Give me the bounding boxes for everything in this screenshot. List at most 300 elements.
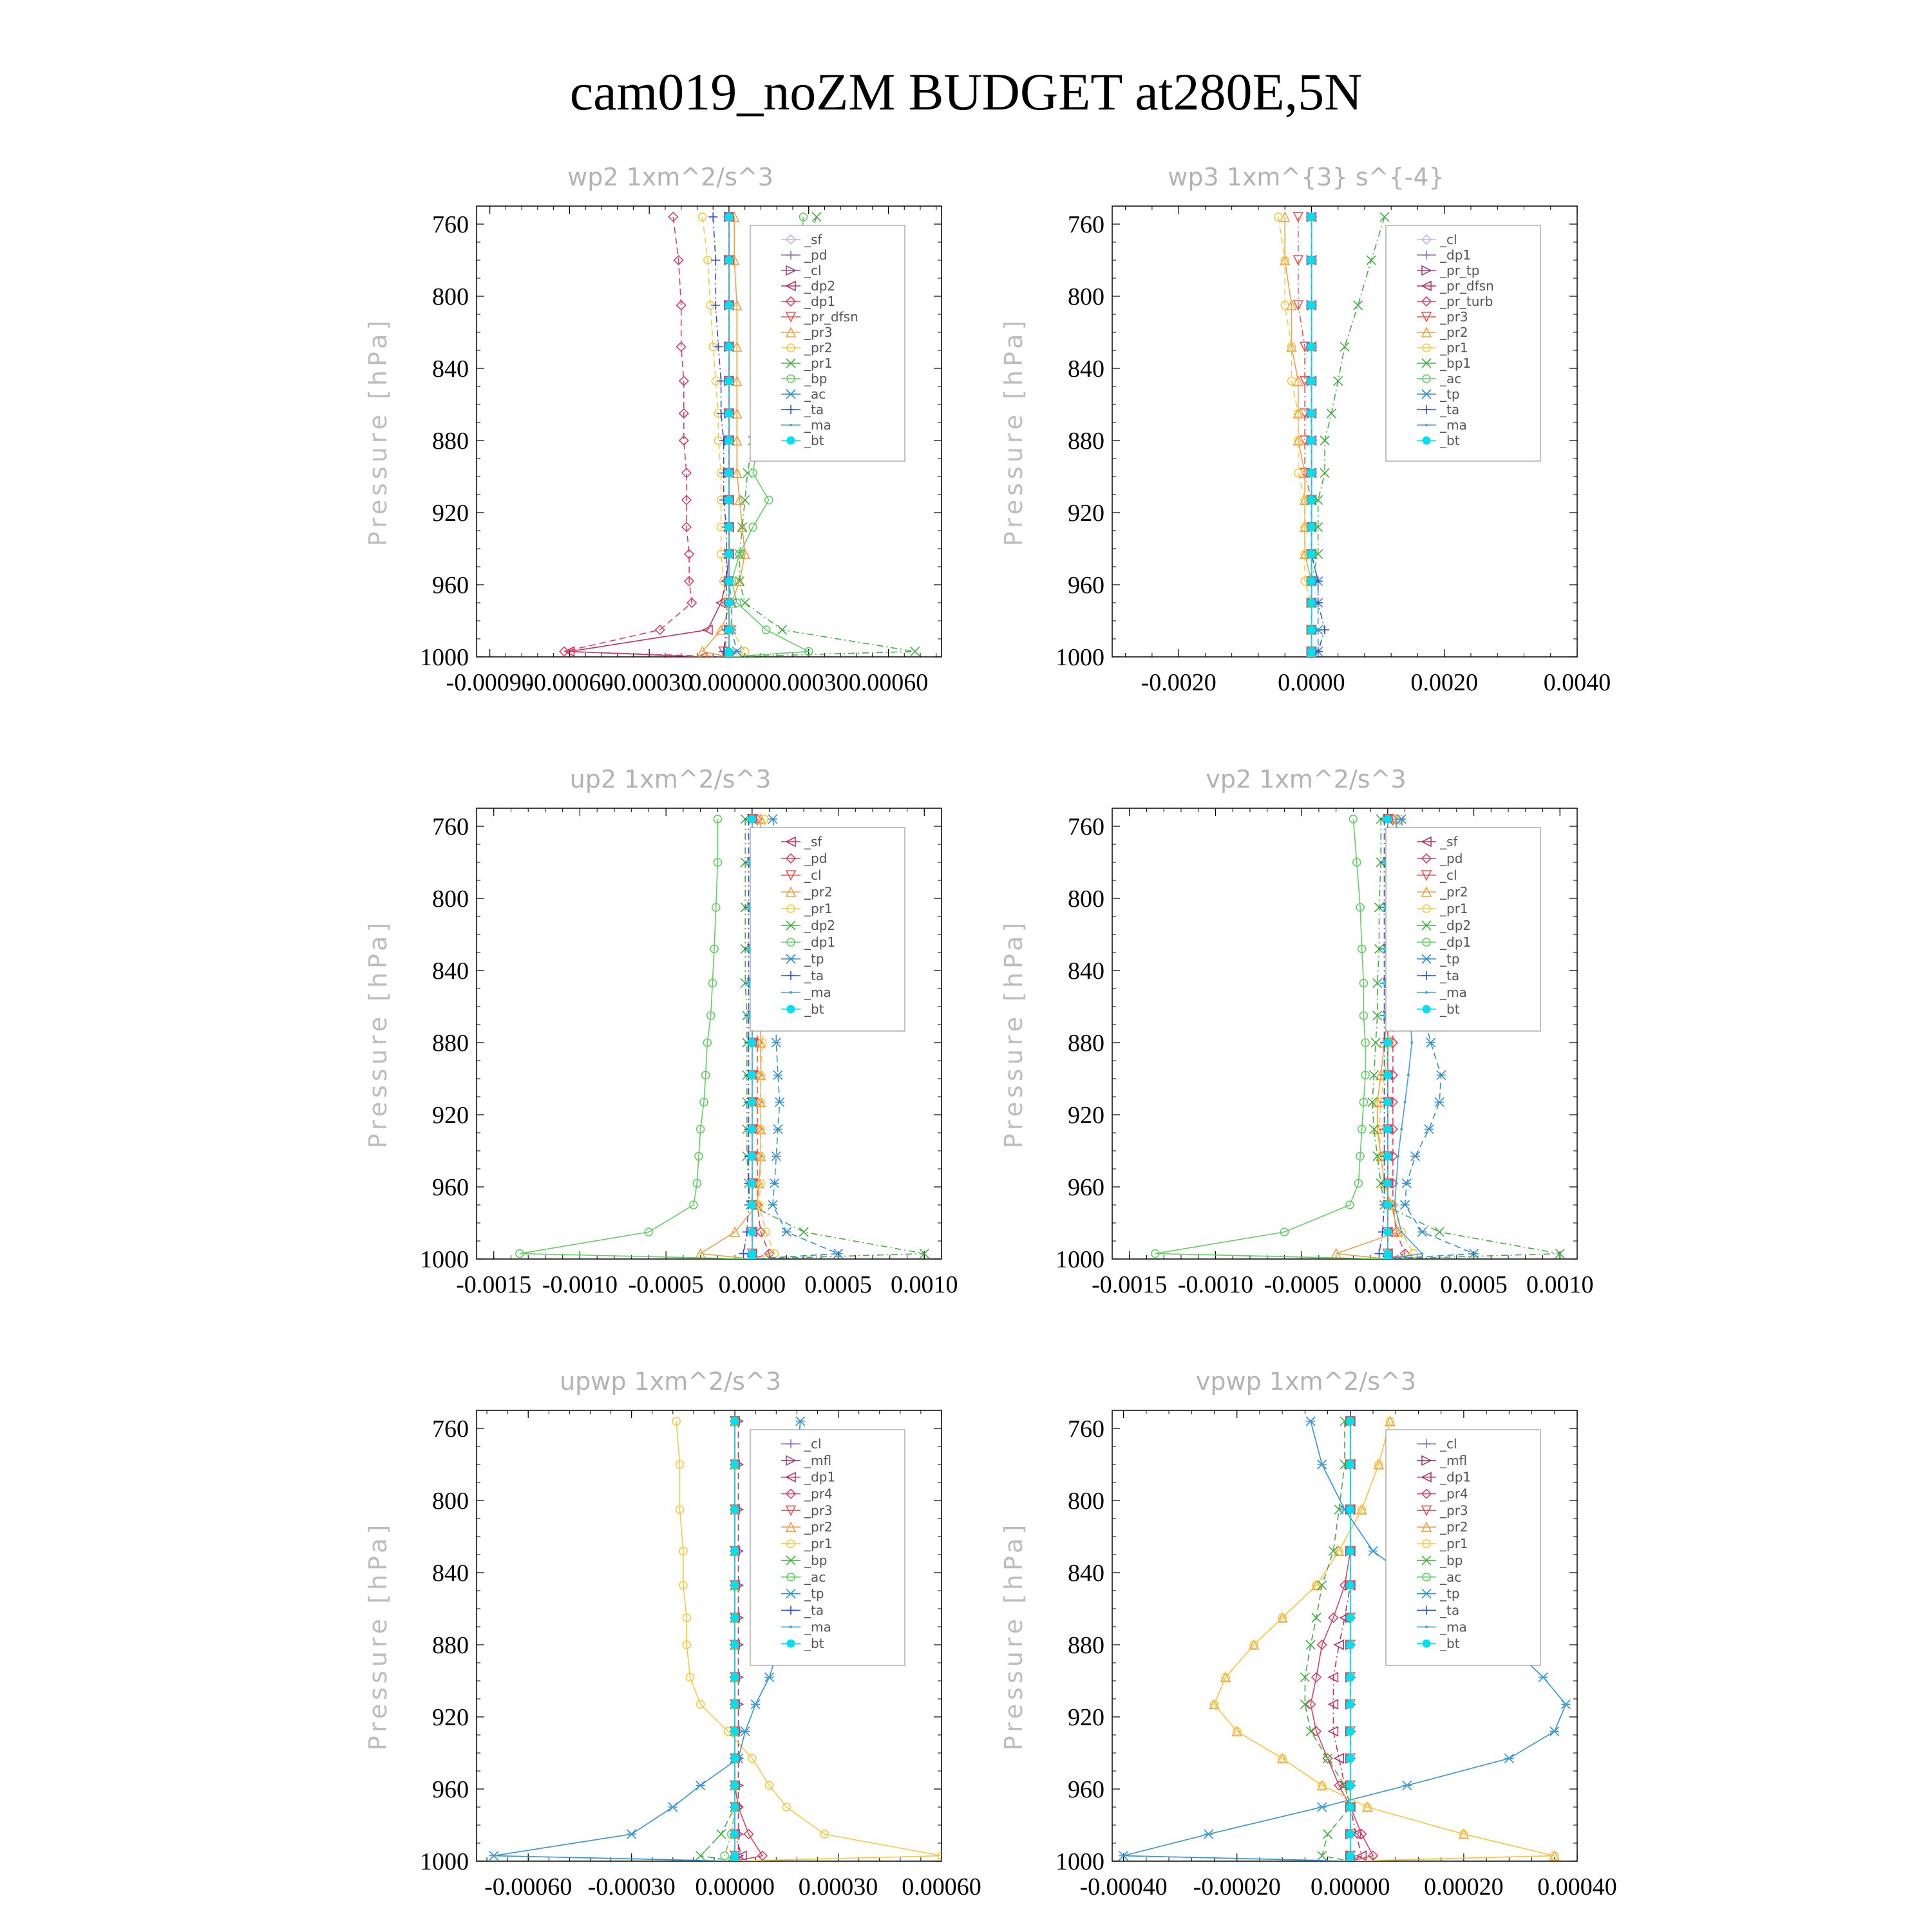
y-tick-label: 880 [432, 1632, 469, 1659]
x-tick-label: 0.0005 [1440, 1271, 1508, 1298]
panel-title: vpwp 1xm^2/s^3 [1195, 1367, 1417, 1396]
chart-panel-2 [999, 163, 1611, 696]
data-point [1347, 1461, 1354, 1468]
x-tick-label: 0.0040 [1543, 669, 1611, 696]
legend-marker [787, 1640, 795, 1647]
y-tick-label: 800 [1068, 283, 1104, 310]
x-tick-label: 0.00060 [902, 1873, 981, 1900]
legend-label: _dp2 [804, 278, 836, 294]
data-point [731, 1641, 739, 1649]
legend-label: _mfl [1440, 1452, 1468, 1468]
legend-label: _cl [1440, 232, 1457, 247]
data-point [1402, 1179, 1411, 1188]
x-tick-label: -0.0015 [456, 1271, 532, 1298]
data-point [1347, 1506, 1354, 1513]
x-tick-label: -0.00040 [1079, 1873, 1168, 1900]
x-tick-label: -0.00060 [484, 1873, 573, 1900]
data-point [1312, 1613, 1321, 1622]
y-tick-label: 880 [1068, 428, 1104, 455]
data-point [1395, 1182, 1397, 1184]
data-point [1334, 1754, 1343, 1763]
series-line [569, 217, 729, 657]
data-point [725, 469, 733, 477]
y-tick-label: 880 [1068, 1030, 1104, 1057]
data-point [1384, 1098, 1392, 1106]
data-point [1347, 1417, 1354, 1425]
y-tick-label: 1000 [420, 1848, 469, 1875]
legend-label: _bp [804, 1552, 828, 1568]
legend [1386, 1430, 1540, 1665]
legend-label: _pr1 [804, 901, 833, 916]
data-point [731, 1781, 739, 1789]
data-point [1309, 1420, 1312, 1423]
data-point [725, 599, 733, 607]
data-point [1347, 1547, 1354, 1555]
panel-title: wp2 1xm^2/s^3 [567, 163, 773, 191]
series-line [564, 217, 729, 657]
legend-marker [1423, 1005, 1430, 1013]
data-point [1307, 213, 1315, 221]
data-point [748, 1201, 756, 1209]
legend-marker [787, 437, 795, 444]
panel-title: vp2 1xm^2/s^3 [1206, 765, 1406, 793]
legend-label: _pr2 [1440, 884, 1468, 900]
series-line [1155, 819, 1388, 1259]
data-point [1307, 256, 1315, 264]
data-point [1384, 1179, 1392, 1187]
y-tick-label: 760 [1068, 1416, 1104, 1443]
legend-label: _pr1 [804, 355, 833, 371]
y-tick-label: 1000 [420, 644, 469, 671]
x-tick-label: 0.0000 [1278, 669, 1345, 696]
legend-label: _ta [804, 968, 824, 983]
y-tick-label: 840 [432, 958, 469, 985]
series-line [520, 819, 752, 1259]
data-point [1372, 1549, 1374, 1552]
data-point [1407, 1074, 1410, 1076]
legend-label: _ac [1440, 371, 1462, 386]
y-axis-label: Pressure [hPa] [364, 1520, 392, 1751]
y-tick-label: 760 [1068, 211, 1104, 238]
y-tick-label: 840 [1068, 1560, 1104, 1587]
data-point [1323, 1754, 1332, 1763]
data-point [782, 1227, 791, 1236]
x-tick-label: -0.00030 [587, 1873, 676, 1900]
data-point [768, 1676, 771, 1678]
data-point [748, 1255, 756, 1263]
series-bp1 [1307, 213, 1388, 661]
legend-label: _ac [804, 386, 826, 402]
data-point [1307, 577, 1315, 585]
data-point [1347, 1700, 1354, 1708]
data-point [725, 496, 733, 504]
legend-label: _pr3 [804, 325, 833, 340]
legend-label: _pr2 [1440, 1519, 1468, 1535]
series-line [1311, 217, 1384, 657]
legend-label: _sf [804, 834, 822, 849]
x-tick-label: 0.00060 [848, 669, 929, 696]
y-tick-label: 920 [432, 1704, 469, 1731]
data-point [1384, 1255, 1392, 1263]
series-line [701, 1421, 735, 1861]
data-point [1307, 377, 1315, 385]
panel-title: wp3 1xm^{3} s^{-4} [1168, 163, 1444, 191]
legend-marker [1423, 1640, 1430, 1647]
data-point [1542, 1676, 1544, 1678]
legend-label: _ma [1440, 985, 1467, 1000]
legend-label: _tp [804, 951, 824, 967]
legend-label: _cl [804, 1436, 822, 1452]
y-tick-label: 920 [1068, 1704, 1104, 1731]
x-tick-label: 0.00030 [798, 1873, 878, 1900]
legend [750, 225, 905, 461]
legend-label: _ma [804, 1619, 831, 1635]
data-point [1397, 1155, 1399, 1157]
x-tick-label: 0.00000 [695, 1873, 775, 1900]
data-point [1307, 343, 1315, 350]
y-tick-label: 760 [432, 813, 469, 840]
data-point [1425, 1124, 1434, 1133]
data-point [1347, 1673, 1354, 1681]
data-point [711, 256, 720, 265]
legend-label: _tp [1440, 386, 1460, 402]
data-point [1421, 1253, 1423, 1255]
legend-label: _tp [804, 1586, 824, 1602]
y-tick-label: 800 [1068, 1488, 1104, 1515]
legend-label: _cl [1440, 1436, 1457, 1452]
data-point [911, 647, 920, 656]
data-point [1400, 1128, 1403, 1130]
legend-label: _dp1 [804, 294, 836, 309]
data-point [777, 625, 786, 634]
x-tick-label: -0.0015 [1092, 1271, 1168, 1298]
legend-label: _pr3 [804, 1502, 833, 1519]
legend-label: _pr1 [1440, 901, 1468, 916]
legend-label: _dp2 [1440, 918, 1472, 933]
data-point [1553, 1730, 1556, 1732]
data-point [748, 815, 756, 823]
legend-label: _ta [1440, 402, 1460, 417]
x-tick-label: -0.00020 [1193, 1873, 1281, 1900]
data-point [1384, 1125, 1392, 1133]
legend-label: _bt [804, 1636, 824, 1652]
x-tick-label: -0.0010 [1177, 1271, 1254, 1298]
series-dp1 [516, 815, 756, 1263]
y-tick-label: 880 [432, 1030, 469, 1057]
data-point [731, 1830, 739, 1838]
data-point [1306, 1640, 1315, 1649]
x-tick-label: 0.00020 [1424, 1873, 1504, 1900]
y-tick-label: 840 [1068, 355, 1104, 383]
data-point [1122, 1855, 1125, 1857]
data-point [1384, 1071, 1392, 1079]
data-point [672, 1806, 674, 1808]
legend-label: _dp1 [1440, 247, 1472, 263]
data-point [1307, 550, 1315, 558]
data-point [1343, 1508, 1346, 1511]
y-tick-label: 960 [432, 572, 469, 599]
x-tick-label: -0.0005 [628, 1271, 704, 1298]
data-point [717, 1830, 726, 1839]
legend-label: _pd [804, 851, 828, 866]
x-tick-label: 0.0010 [891, 1271, 958, 1298]
legend-label: _dp1 [804, 934, 836, 950]
data-point [1321, 1463, 1323, 1466]
data-point [1306, 1727, 1315, 1736]
y-tick-label: 760 [432, 211, 469, 238]
data-point [630, 1833, 633, 1835]
y-axis-label: Pressure [hPa] [999, 1520, 1028, 1751]
data-point [1307, 301, 1315, 309]
data-point [1307, 496, 1315, 504]
data-point [1367, 256, 1376, 265]
data-point [1400, 1231, 1403, 1233]
legend-label: _pr2 [1440, 325, 1468, 340]
y-tick-label: 800 [432, 283, 469, 310]
legend-label: _dp1 [804, 1469, 836, 1485]
chart-panel-1 [364, 163, 942, 696]
legend-label: _pr2 [804, 1519, 833, 1535]
data-point [731, 1417, 739, 1425]
legend-label: _pr3 [1440, 309, 1468, 325]
legend-label: _pr2 [804, 884, 833, 900]
legend [750, 828, 905, 1031]
y-tick-label: 1000 [420, 1246, 469, 1273]
data-point [725, 301, 733, 309]
legend-label: _bt [1440, 1001, 1460, 1017]
data-point [1347, 1641, 1354, 1649]
y-tick-label: 800 [432, 1488, 469, 1515]
legend-label: _dp2 [804, 918, 836, 933]
data-point [1508, 1757, 1510, 1759]
series-dp2 [565, 213, 734, 661]
data-point [725, 653, 733, 661]
data-point [1410, 1041, 1413, 1044]
data-point [1406, 1784, 1408, 1786]
y-tick-label: 760 [1068, 813, 1104, 840]
data-point [748, 1098, 756, 1106]
panels-group [364, 163, 1617, 1900]
y-tick-label: 920 [432, 1102, 469, 1129]
legend-label: _ma [804, 417, 831, 433]
data-point [1410, 1250, 1417, 1258]
legend-label: _pr_dfsn [804, 309, 858, 325]
data-point [1395, 818, 1397, 820]
data-point [1426, 1038, 1435, 1047]
data-point [725, 377, 733, 385]
data-point [1307, 469, 1315, 477]
data-point [748, 1071, 756, 1079]
legend-label: _ta [1440, 1602, 1460, 1618]
x-tick-label: 0.00000 [1311, 1873, 1390, 1900]
y-tick-label: 1000 [1056, 1848, 1104, 1875]
legend-label: _mfl [804, 1452, 832, 1468]
y-tick-label: 960 [1068, 572, 1104, 599]
y-tick-label: 960 [432, 1174, 469, 1201]
chart-panel-3 [364, 765, 958, 1298]
legend-marker [790, 1625, 792, 1628]
legend-label: _bt [804, 1001, 824, 1017]
data-point [799, 1420, 802, 1423]
data-point [731, 1461, 739, 1468]
data-point [812, 213, 821, 222]
data-point [1320, 436, 1329, 445]
y-tick-label: 920 [1068, 500, 1104, 527]
legend-label: _ma [804, 985, 831, 1000]
legend-label: _pr1 [804, 1536, 833, 1552]
data-point [741, 598, 750, 607]
x-tick-label: 0.00030 [768, 669, 849, 696]
y-tick-label: 880 [1068, 1632, 1104, 1659]
data-point [731, 1582, 739, 1589]
legend-marker [1425, 1625, 1428, 1628]
data-point [1411, 1151, 1420, 1160]
series-dp1 [1151, 815, 1392, 1263]
data-point [1394, 1204, 1396, 1206]
legend-label: _dp1 [1440, 1469, 1472, 1485]
legend-label: _ac [804, 1569, 826, 1585]
data-point [708, 213, 717, 222]
legend-label: _ma [1440, 417, 1467, 433]
legend-label: _pd [804, 247, 828, 263]
data-point [1323, 1830, 1332, 1839]
data-point [731, 1803, 739, 1811]
panel-title: upwp 1xm^2/s^3 [560, 1367, 781, 1396]
data-point [744, 1730, 746, 1732]
legend-label: _pd [1440, 851, 1463, 866]
legend-marker [1425, 991, 1428, 994]
legend-marker [790, 991, 792, 994]
series-dp1 [560, 213, 734, 661]
legend-marker [1423, 437, 1430, 444]
data-point [1384, 1039, 1392, 1046]
data-point [731, 1673, 739, 1681]
data-point [1347, 1803, 1354, 1811]
data-point [731, 1700, 739, 1708]
y-axis-label: Pressure [hPa] [364, 316, 392, 547]
data-point [1307, 410, 1315, 417]
legend-label: _ta [1440, 968, 1460, 983]
y-tick-label: 920 [432, 500, 469, 527]
legend-label: _pr4 [804, 1486, 833, 1502]
x-tick-label: 0.0000 [718, 1271, 786, 1298]
data-point [725, 213, 733, 221]
legend-marker [1425, 424, 1428, 426]
x-tick-label: -0.00030 [605, 669, 694, 696]
data-point [731, 1614, 739, 1622]
data-point [1318, 1852, 1327, 1861]
data-point [1307, 653, 1315, 661]
y-tick-label: 1000 [1056, 644, 1104, 671]
chart-panel-5 [364, 1367, 981, 1900]
legend-label: _bp [1440, 1552, 1463, 1568]
data-point [1347, 1781, 1354, 1789]
legend-label: _pr1 [1440, 340, 1468, 355]
legend-label: _bp1 [1440, 355, 1472, 371]
legend-label: _bt [804, 433, 824, 448]
x-tick-label: 0.00040 [1537, 1873, 1617, 1900]
data-point [748, 1039, 756, 1046]
data-point [1347, 1727, 1354, 1735]
data-point [1374, 1249, 1383, 1258]
data-point [725, 577, 733, 585]
panel-title: up2 1xm^2/s^3 [569, 765, 772, 793]
y-tick-label: 960 [1068, 1174, 1104, 1201]
legend-label: _ta [804, 1602, 824, 1618]
data-point [739, 1249, 748, 1258]
data-point [1347, 1754, 1354, 1762]
data-point [725, 523, 733, 531]
series-layer [1274, 213, 1389, 661]
y-tick-label: 960 [1068, 1776, 1104, 1803]
legend-label: _pr1 [1440, 1536, 1468, 1552]
data-point [731, 1506, 739, 1513]
data-point [699, 1784, 702, 1786]
legend-label: _ma [1440, 1619, 1467, 1635]
data-point [493, 1855, 495, 1857]
legend-label: _pr_tp [1440, 263, 1480, 278]
data-point [1347, 1830, 1354, 1838]
y-axis-label: Pressure [hPa] [364, 918, 392, 1149]
data-point [725, 437, 733, 444]
data-point [1384, 1201, 1392, 1209]
legend-label: _sf [1440, 834, 1458, 849]
data-point [731, 1754, 739, 1762]
x-tick-label: -0.00090 [446, 669, 534, 696]
y-tick-label: 960 [432, 1776, 469, 1803]
legend-label: _bt [1440, 1636, 1460, 1652]
x-tick-label: 0.0020 [1410, 669, 1478, 696]
x-tick-label: 0.0005 [804, 1271, 872, 1298]
x-tick-label: -0.00060 [526, 669, 614, 696]
data-point [1208, 1833, 1210, 1835]
legend-label: _sf [804, 232, 822, 247]
legend-marker [787, 1005, 795, 1013]
data-point [1404, 1101, 1406, 1103]
legend-label: _tp [1440, 951, 1460, 967]
data-point [1380, 213, 1389, 222]
legend-label: _cl [804, 867, 822, 883]
legend-label: _pr4 [1440, 1486, 1468, 1502]
data-point [1307, 437, 1315, 444]
y-tick-label: 840 [432, 1560, 469, 1587]
data-point [1307, 626, 1315, 634]
data-point [725, 550, 733, 558]
y-tick-label: 760 [432, 1416, 469, 1443]
legend-label: _pr3 [1440, 1502, 1468, 1519]
y-tick-label: 800 [432, 886, 469, 913]
data-point [799, 1227, 808, 1236]
figure-title: cam019_noZM BUDGET at280E,5N [569, 62, 1363, 121]
legend-label: _pr2 [804, 340, 833, 355]
data-point [1564, 1703, 1567, 1705]
data-point [1307, 599, 1315, 607]
data-point [1384, 1228, 1392, 1236]
data-point [731, 1857, 739, 1865]
legend-label: _ac [1440, 1569, 1462, 1585]
data-point [725, 410, 733, 417]
data-point [725, 256, 733, 264]
y-tick-label: 880 [432, 428, 469, 455]
y-tick-label: 840 [432, 355, 469, 383]
y-tick-label: 800 [1068, 886, 1104, 913]
chart-panel-4 [999, 765, 1594, 1298]
x-tick-label: -0.0020 [1141, 669, 1217, 696]
legend-label: _pr_turb [1440, 294, 1493, 309]
data-point [1334, 1640, 1343, 1649]
y-axis-label: Pressure [hPa] [999, 918, 1028, 1149]
legend-marker [790, 424, 792, 426]
